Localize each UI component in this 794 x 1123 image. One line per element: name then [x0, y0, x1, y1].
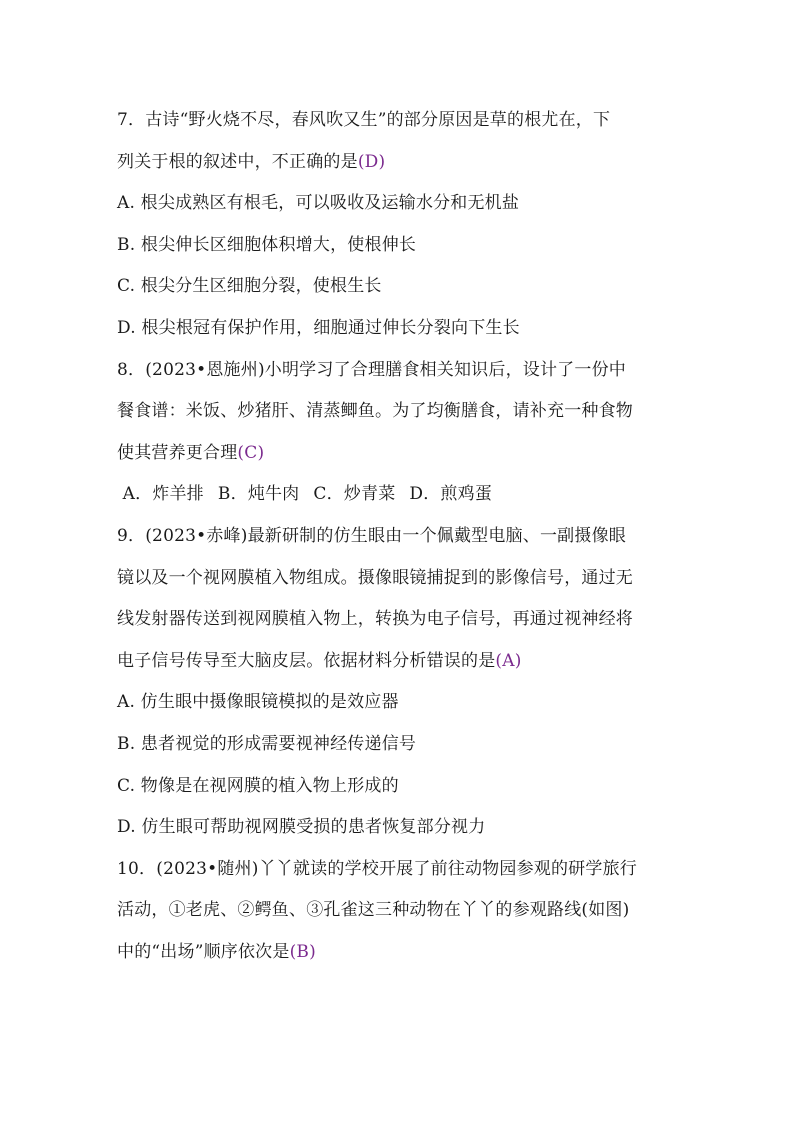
- question-8: [117, 350, 687, 516]
- question-9-option-d: D. 仿生眼可帮助视网膜受损的患者恢复部分视力: [117, 817, 486, 838]
- question-9-line-2: 镜以及一个视网膜植入物组成。摄像眼镜捕捉到的影像信号，通过无: [117, 567, 633, 588]
- question-7-answer: (D): [357, 151, 386, 172]
- question-9-answer: (A): [495, 650, 522, 671]
- question-8-option-b: B．炖牛肉: [217, 484, 300, 505]
- question-7-line-2-text: 列关于根的叙述中，不正确的是: [117, 151, 358, 172]
- question-9-option-c: C. 物像是在视网膜的植入物上形成的: [117, 775, 399, 796]
- question-7-option-b: B. 根尖伸长区细胞体积增大，使根伸长: [117, 234, 417, 255]
- question-10-line-1: 10．(2023•随州)丫丫就读的学校开展了前往动物园参观的研学旅行: [117, 858, 637, 879]
- question-8-options: [117, 474, 687, 516]
- question-9-line-4-text: 电子信号传导至大脑皮层。依据材料分析错误的是: [117, 650, 496, 671]
- question-7-option-c: C. 根尖分生区细胞分裂，使根生长: [117, 276, 382, 297]
- question-9-line-4: [117, 641, 687, 683]
- question-8-line-3-text: 使其营养更合理: [117, 442, 238, 463]
- question-8-line-3: [117, 433, 687, 475]
- question-10: [117, 849, 687, 974]
- question-10-line-3: [117, 932, 687, 974]
- question-7: [117, 100, 687, 350]
- question-10-line-3-text: 中的“出场”顺序依次是: [117, 941, 290, 962]
- question-list: [117, 100, 687, 973]
- question-8-answer: (C): [237, 442, 265, 463]
- question-9-line-3: 线发射器传送到视网膜植入物上，转换为电子信号，再通过视神经将: [117, 609, 633, 630]
- question-9-option-b: B. 患者视觉的形成需要视神经传递信号: [117, 733, 417, 754]
- question-9-option-a: A. 仿生眼中摄像眼镜模拟的是效应器: [117, 692, 399, 713]
- question-8-option-a: A．炸羊排: [122, 484, 204, 505]
- question-8-option-d: D．煎鸡蛋: [409, 484, 493, 505]
- question-10-answer: (B): [289, 941, 316, 962]
- question-7-line-1: 7．古诗“野火烧不尽，春风吹又生”的部分原因是草的根尤在，下: [117, 110, 611, 130]
- question-7-line-2: [117, 142, 687, 184]
- question-9: [117, 516, 687, 849]
- question-8-option-c: C．炒青菜: [313, 484, 396, 505]
- question-7-option-a: A. 根尖成熟区有根毛，可以吸收及运输水分和无机盐: [117, 193, 520, 214]
- question-7-option-d: D. 根尖根冠有保护作用，细胞通过伸长分裂向下生长: [117, 317, 520, 338]
- question-10-line-2: 活动，①老虎、②鳄鱼、③孔雀这三种动物在丫丫的参观路线(如图): [117, 900, 630, 921]
- question-8-line-1: 8．(2023•恩施州)小明学习了合理膳食相关知识后，设计了一份中: [117, 359, 626, 380]
- question-9-line-1: 9．(2023•赤峰)最新研制的仿生眼由一个佩戴型电脑、一副摄像眼: [117, 525, 626, 546]
- question-8-line-2: 餐食谱：米饭、炒猪肝、清蒸鲫鱼。为了均衡膳食，请补充一种食物: [117, 401, 633, 422]
